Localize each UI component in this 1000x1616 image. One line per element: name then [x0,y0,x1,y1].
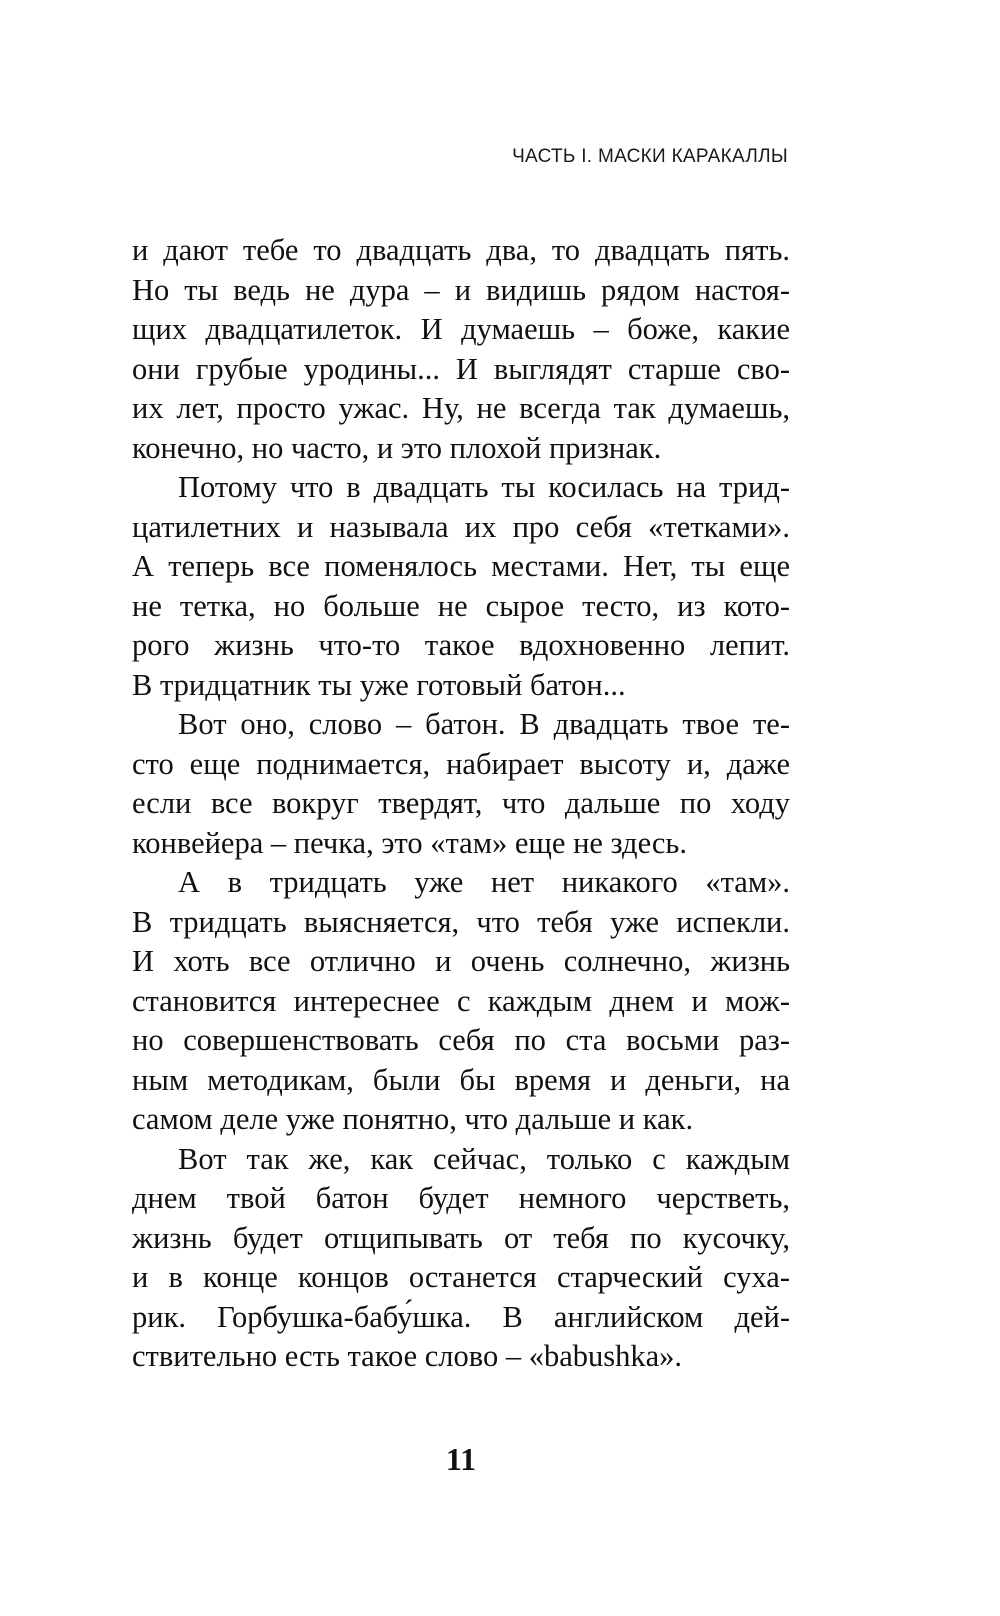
paragraph [132,231,790,468]
text-line: Вот так же, как сейчас, только с каждым [178,1141,790,1176]
text-line: ным методикам, были бы время и деньги, на [132,1062,790,1097]
text-line: днем твой батон будет немного черстветь, [132,1181,790,1215]
text-line: цатилетних и называла их про себя «тетками». [132,509,790,544]
paragraph [132,863,790,1140]
text-line: рик. Горбушка-бабу́шка. В английском дей- [132,1299,790,1334]
text-line: их лет, просто ужас. Ну, не всегда так думаешь, [132,391,790,425]
text-line: В тридцатник ты уже готовый батон... [132,667,626,702]
body-text [132,231,790,1377]
text-line: становится интереснее с каждым днем и мож- [132,983,790,1018]
text-line: А теперь все поменялось местами. Нет, ты еще [132,549,790,583]
text-line: конвейера – печка, это «там» еще не здесь. [132,825,687,860]
text-line: и дают тебе то двадцать два, то двадцать пять. [132,233,790,267]
text-line: они грубые уродины... И выглядят старше сво- [132,351,790,386]
text-line: рого жизнь что-то такое вдохновенно лепит. [132,628,790,662]
text-line: и в конце концов останется старческий суха- [132,1260,790,1294]
running-head: ЧАСТЬ I. МАСКИ КАРАКАЛЛЫ [512,146,788,167]
paragraph [132,1140,790,1377]
text-line: если все вокруг твердят, что дальше по ходу [132,786,790,820]
text-line: самом деле уже понятно, что дальше и как. [132,1102,694,1136]
text-line: В тридцать выясняется, что тебя уже испекли. [132,904,790,939]
text-line: Вот оно, слово – батон. В двадцать твое те- [178,707,790,741]
text-line: Но ты ведь не дура – и видишь рядом настоя- [132,272,790,307]
text-line: щих двадцатилеток. И думаешь – боже, какие [132,312,790,346]
text-line: конечно, но часто, и это плохой признак. [132,430,662,465]
paragraph [132,468,790,705]
paragraph [132,705,790,863]
text-line: но совершенствовать себя по ста восьми раз- [132,1023,790,1057]
page-number: 11 [445,1441,477,1477]
text-line: сто еще поднимается, набирает высоту и, даже [132,746,790,781]
text-line: Потому что в двадцать ты косилась на трид- [178,470,790,504]
text-line: не тетка, но больше не сырое тесто, из кото- [132,588,790,623]
text-line: ствительно есть такое слово – «babushka». [132,1339,683,1373]
text-line: И хоть все отлично и очень солнечно, жизнь [132,944,790,978]
text-line: жизнь будет отщипывать от тебя по кусочку, [132,1220,790,1255]
text-line: А в тридцать уже нет никакого «там». [178,865,790,899]
